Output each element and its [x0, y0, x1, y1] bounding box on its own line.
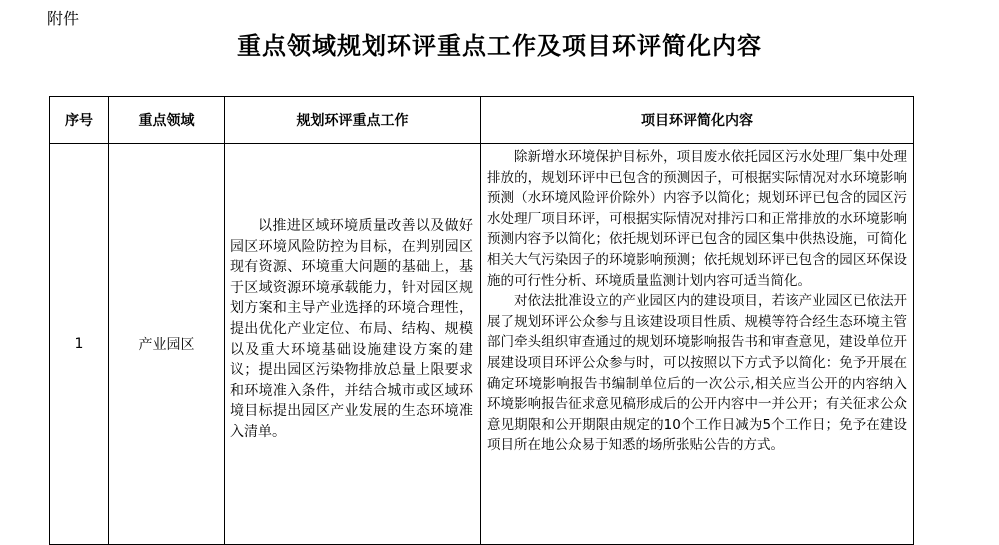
row-simplified-cell	[481, 144, 914, 545]
content-table	[49, 96, 914, 545]
column-header-planning: 规划环评重点工作	[225, 97, 481, 144]
page-title: 重点领域规划环评重点工作及项目环评简化内容	[237, 32, 762, 60]
row-planning-text: 以推进区域环境质量改善以及做好园区环境风险防控为目标，在判别园区现有资源、环境重大问题的基础上，基于区域资源环境承载能力，针对园区规划方案和主导产业选择的环境合理性，提出优化产业定位、布局、结构、规模以及重大环境基础设施建设方案的建议；提出园区污染物排放总量上限要求和环境准入条件，并结合城市或区域环境目标提出园区产业发展的生态环境准入清单。	[230, 218, 473, 440]
table-header-row	[50, 97, 914, 144]
column-header-simplified: 项目环评简化内容	[481, 97, 914, 144]
table-row	[50, 144, 914, 545]
row-planning-cell	[225, 144, 481, 545]
column-header-area: 重点领域	[109, 97, 225, 144]
row-area: 产业园区	[109, 144, 225, 545]
column-header-number: 序号	[50, 97, 109, 144]
simplified-paragraph: 除新增水环境保护目标外，项目废水依托园区污水处理厂集中处理排放的，规划环评中已包含的预测因子，可根据实际情况对水环境影响预测（水环境风险评价除外）内容予以简化；规划环评已包含的园区污水处理厂项目环评，可根据实际情况对排污口和正常排放的水环境影响预测内容予以简化；依托规划环评已包含的园区集中供热设施，可简化相关大气污染因子的环境影响预测；依托规划环评已包含的园区环保设施的可行性分析、环境质量监测计划内容可适当简化。	[487, 149, 907, 289]
simplified-paragraph: 对依法批准设立的产业园区内的建设项目，若该产业园区已依法开展了规划环评公众参与且该建设项目性质、规模等符合经生态环境主管部门牵头组织审查通过的规划环境影响报告书和审查意见，建设单位开展建设项目环评公众参与时，可以按照以下方式予以简化：免予开展在确定环境影响报告书编制单位后的一次公示,相关应当公开的内容纳入环境影响报告征求意见稿形成后的公开内容中一并公开；有关征求公众意见期限和公开期限由规定的10个工作日减为5个工作日；免予在建设项目所在地公众易于知悉的场所张贴公告的方式。	[487, 293, 907, 454]
row-number: 1	[50, 144, 109, 545]
attachment-label: 附件	[47, 9, 80, 28]
